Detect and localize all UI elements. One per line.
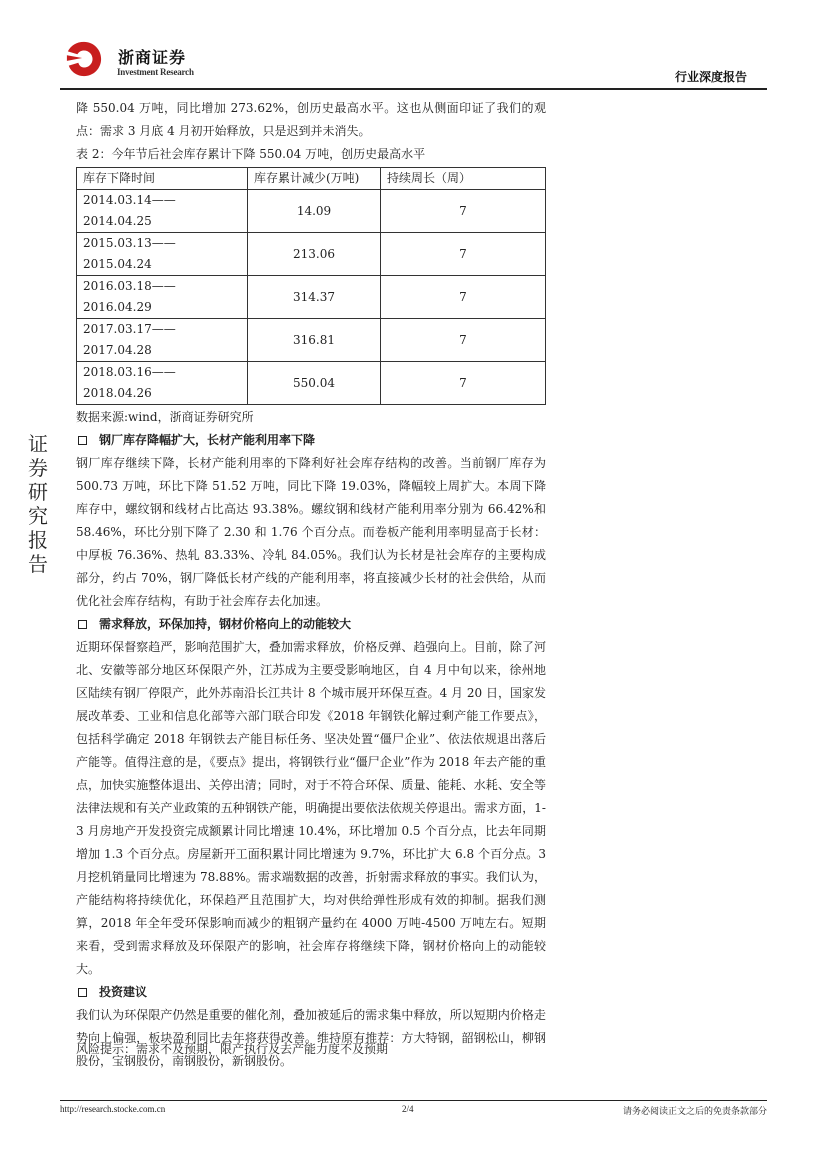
table-cell-weeks: 7 (381, 319, 546, 362)
table-cell-period: 2016.03.18——2016.04.29 (77, 276, 248, 319)
section-heading: 需求释放，环保加持，钢材价格向上的动能较大 (76, 613, 546, 636)
table-cell-weeks: 7 (381, 276, 546, 319)
table-cell-weeks: 7 (381, 190, 546, 233)
section-body: 我们认为环保限产仍然是重要的催化剂，叠加被延后的需求集中释放，所以短期内价格走势向上偏强，板块盈利同比去年将获得改善。维持原有推荐：方大特钢，韶钢松山，柳钢股份，宝钢股份，南钢股份，新钢股份。 (76, 1008, 546, 1068)
company-name-en: Investment Research (117, 67, 194, 77)
table-header-cell: 库存累计减少(万吨) (248, 168, 381, 190)
section-body: 近期环保督察趋严，影响范围扩大，叠加需求释放，价格反弹、趋强向上。目前，除了河北、安徽等部分地区环保限产外，江苏成为主要受影响地区，自 4 月中旬以来，徐州地区陆续有钢厂停限产，此外苏南沿长江共计 8 个城市展开环保互查。4 月 20 日，国家发展改革委、工业和信息化部等六部门联合印发《2018 年钢铁化解过剩产能工作要点》，包括科学确定 2018 年钢铁去产能目标任务、坚决处置“僵尸企业”、依法依规退出落后产能等。值得注意的是，《要点》提出，将钢铁行业“僵尸企业”作为 2018 年去产能的重点，加快实施整体退出、关停出清；同时，对于不符合环保、质量、能耗、水耗、安全等法律法规和有关产业政策的五种钢铁产能，明确提出要依法依规关停退出。需求方面，1-3 月房地产开发投资完成额累计同比增速 10.4%，环比增加 0.5 个百分点，比去年同期增加 1.3 个百分点。房屋新开工面积累计同比增速为 9.7%，环比扩大 6.8 个百分点。3 月挖机销量同比增速为 78.88%。需求端数据的改善，折射需求释放的事实。我们认为，产能结构将持续优化，环保趋严且范围扩大，均对供给弹性形成有效的抑制。据我们测算，2018 年全年受环保影响而减少的粗钢产量约在 4000 万吨-4500 万吨左右。短期来看，受到需求释放及环保限产的影响，社会库存将继续下降，钢材价格向上的动能较大。 (76, 640, 546, 976)
table-cell-reduction: 316.81 (248, 319, 381, 362)
section-heading: 投资建议 (76, 981, 546, 1004)
table-row (77, 190, 546, 233)
section-body: 钢厂库存继续下降，长材产能利用率的下降利好社会库存结构的改善。当前钢厂库存为 500.73 万吨，环比下降 51.52 万吨，同比下降 19.03%，降幅较上周扩大。本周下降库存中，螺纹钢和线材占比高达 93.38%。螺纹钢和线材产能利用率分别为 66.42%和 58.46%，环比分别下降了 2.30 和 1.76 个百分点。而卷板产能利用率明显高于长材：中厚板 76.36%、热轧 83.33%、冷轧 84.05%。我们认为长材是社会库存的主要构成部分，约占 70%，钢厂降低长材产线的产能利用率，将直接减少长材的社会供给，从而优化社会库存结构，有助于社会库存去化加速。 (76, 456, 546, 608)
table-cell-weeks: 7 (381, 233, 546, 276)
table-caption: 表 2：今年节后社会库存累计下降 550.04 万吨，创历史最高水平 (76, 147, 426, 161)
table-source: 数据来源:wind，浙商证券研究所 (76, 410, 254, 424)
table-cell-reduction: 14.09 (248, 190, 381, 233)
intro-paragraph: 降 550.04 万吨，同比增加 273.62%，创历史最高水平。这也从侧面印证了我们的观点：需求 3 月底 4 月初开始释放，只是迟到并未消失。 (76, 101, 546, 138)
table-cell-period: 2018.03.16——2018.04.26 (77, 362, 248, 405)
table-cell-reduction: 550.04 (248, 362, 381, 405)
table-cell-period: 2014.03.14——2014.04.25 (77, 190, 248, 233)
square-bullet-icon (78, 436, 87, 445)
main-content (76, 97, 546, 1073)
table-cell-reduction: 314.37 (248, 276, 381, 319)
side-vertical-label: 证券研究报告 (28, 432, 48, 576)
table-cell-reduction: 213.06 (248, 233, 381, 276)
header-divider (60, 88, 767, 90)
inventory-table (76, 167, 546, 405)
table-row (77, 276, 546, 319)
table-cell-period: 2017.03.17——2017.04.28 (77, 319, 248, 362)
company-name-cn: 浙商证券 (118, 48, 187, 67)
square-bullet-icon (78, 988, 87, 997)
footer-divider (60, 1100, 767, 1101)
footer-url-link[interactable]: http://research.stocke.com.cn (60, 1104, 166, 1114)
page-number: 2/4 (402, 1104, 414, 1114)
page-header (60, 28, 767, 88)
section-heading: 钢厂库存降幅扩大，长材产能利用率下降 (76, 429, 546, 452)
table-header-cell: 持续周长（周） (381, 168, 546, 190)
disclaimer-note: 请务必阅读正文之后的免责条款部分 (622, 1107, 767, 1117)
table-cell-weeks: 7 (381, 362, 546, 405)
square-bullet-icon (78, 620, 87, 629)
company-logo-icon (65, 40, 103, 78)
table-header-cell: 库存下降时间 (77, 168, 248, 190)
table-cell-period: 2015.03.13——2015.04.24 (77, 233, 248, 276)
table-row (77, 233, 546, 276)
table-row (77, 319, 546, 362)
table-row (77, 362, 546, 405)
report-type-label: 行业深度报告 (674, 70, 747, 84)
risk-warning: 风险提示：需求不及预期，限产执行及去产能力度不及预期 (76, 1042, 389, 1056)
table-header-row (77, 168, 546, 190)
